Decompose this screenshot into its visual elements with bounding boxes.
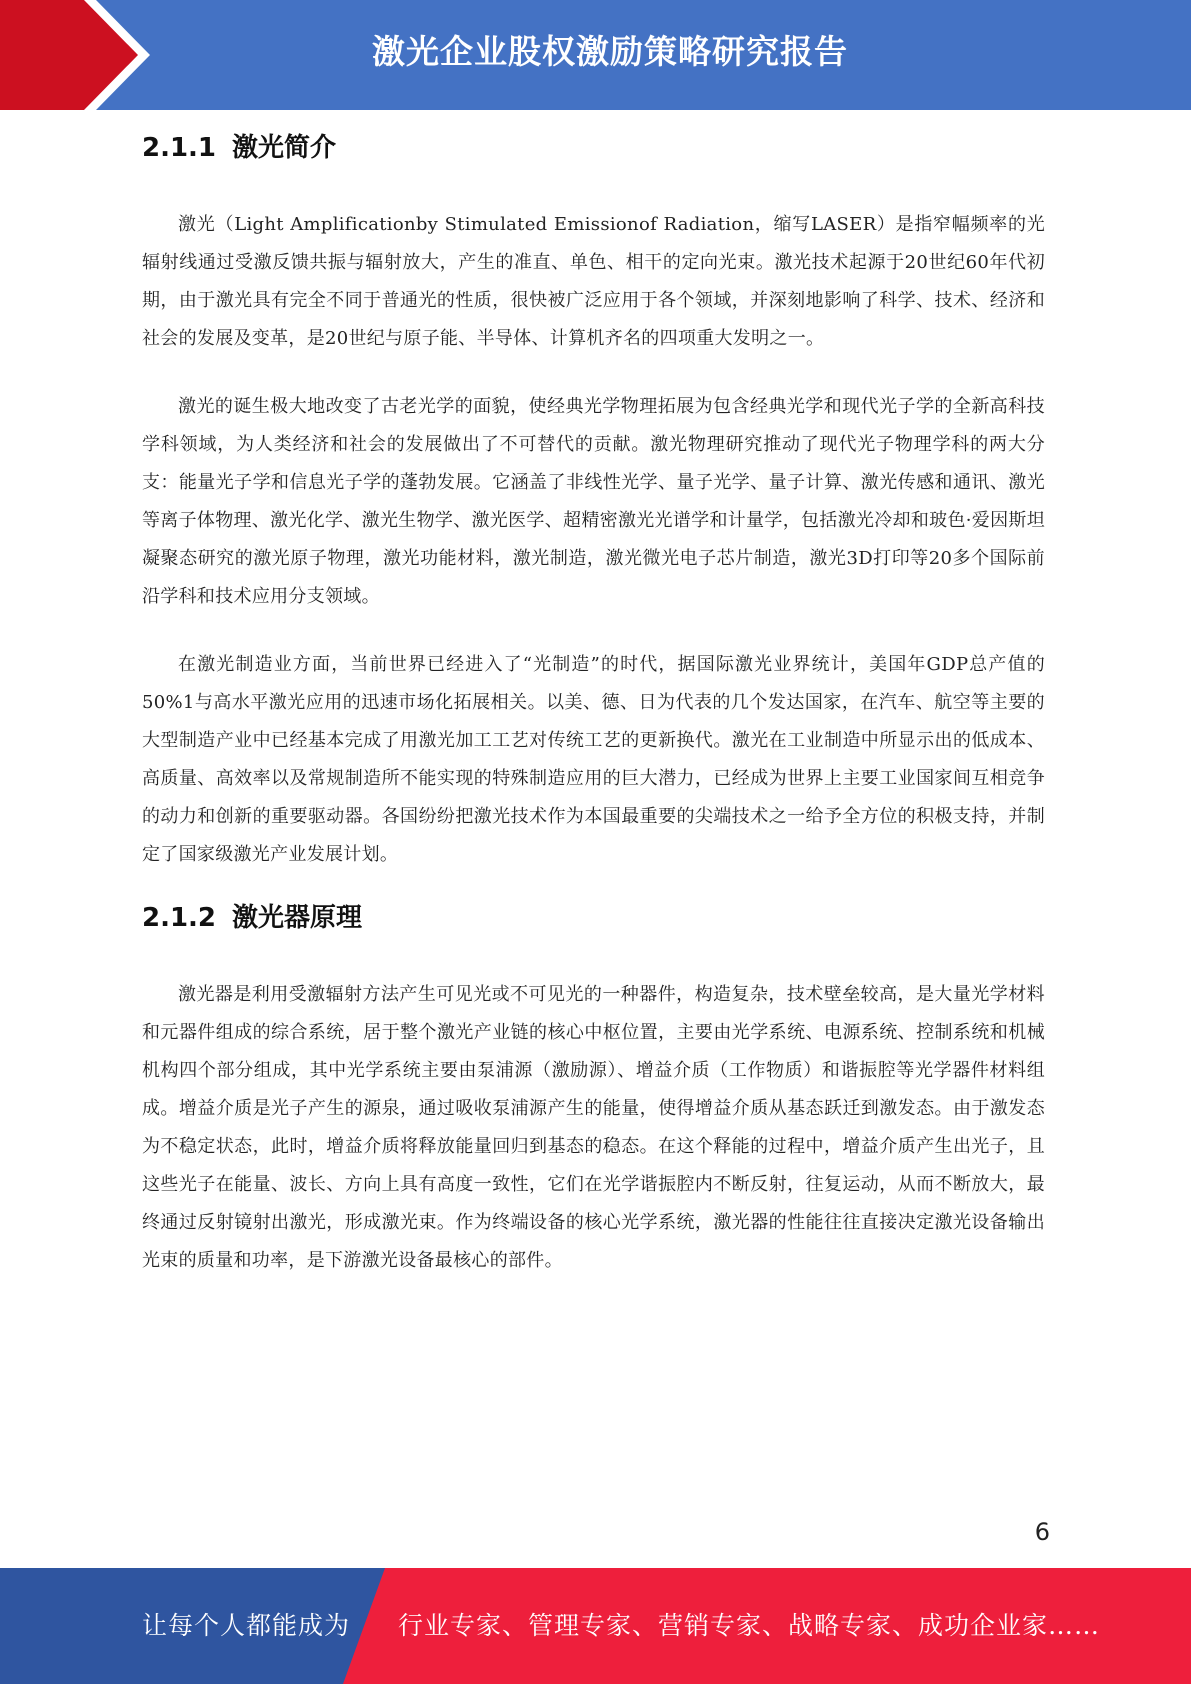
page-number: 6 — [1034, 1518, 1050, 1546]
document-body — [142, 128, 1045, 1280]
paragraph: 激光（Light Amplificationby Stimulated Emissionof Radiation，缩写LASER）是指窄幅频率的光辐射线通过受激反馈共振与辐射放大，产生的准直、单色、相干的定向光束。激光技术起源于20世纪60年代初期，由于激光具有完全不同于普通光的性质，很快被广泛应用于各个领域，并深刻地影响了科学、技术、经济和社会的发展及变革，是20世纪与原子能、半导体、计算机齐名的四项重大发明之一。 — [142, 214, 1045, 349]
paragraph: 在激光制造业方面，当前世界已经进入了“光制造”的时代，据国际激光业界统计，美国年GDP总产值的50%1与高水平激光应用的迅速市场化拓展相关。以美、德、日为代表的几个发达国家，在汽车、航空等主要的大型制造产业中已经基本完成了用激光加工工艺对传统工艺的更新换代。激光在工业制造中所显示出的低成本、高质量、高效率以及常规制造所不能实现的特殊制造应用的巨大潜力，已经成为世界上主要工业国家间互相竞争的动力和创新的重要驱动器。各国纷纷把激光技术作为本国最重要的尖端技术之一给予全方位的积极支持，并制定了国家级激光产业发展计划。 — [142, 654, 1045, 865]
section-heading-2-1-2 — [142, 898, 1045, 938]
footer-banner — [0, 1568, 1191, 1684]
paragraph: 激光器是利用受激辐射方法产生可见光或不可见光的一种器件，构造复杂，技术壁垒较高，是大量光学材料和元器件组成的综合系统，居于整个激光产业链的核心中枢位置，主要由光学系统、电源系统、控制系统和机械机构四个部分组成，其中光学系统主要由泵浦源（激励源）、增益介质（工作物质）和谐振腔等光学器件材料组成。增益介质是光子产生的源泉，通过吸收泵浦源产生的能量，使得增益介质从基态跃迁到激发态。由于激发态为不稳定状态，此时，增益介质将释放能量回归到基态的稳态。在这个释能的过程中，增益介质产生出光子，且这些光子在能量、波长、方向上具有高度一致性，它们在光学谐振腔内不断反射，往复运动，从而不断放大，最终通过反射镜射出激光，形成激光束。作为终端设备的核心光学系统，激光器的性能往往直接决定激光设备输出光束的质量和功率，是下游激光设备最核心的部件。 — [142, 984, 1045, 1271]
paragraph: 激光的诞生极大地改变了古老光学的面貌，使经典光学物理拓展为包含经典光学和现代光子学的全新高科技学科领域，为人类经济和社会的发展做出了不可替代的贡献。激光物理研究推动了现代光子物理学科的两大分支：能量光子学和信息光子学的蓬勃发展。它涵盖了非线性光学、量子光学、量子计算、激光传感和通讯、激光等离子体物理、激光化学、激光生物学、激光医学、超精密激光光谱学和计量学，包括激光冷却和玻色·爱因斯坦凝聚态研究的激光原子物理，激光功能材料，激光制造，激光微光电子芯片制造，激光3D打印等20多个国际前沿学科和技术应用分支领域。 — [142, 396, 1045, 607]
footer-slogan-right: 行业专家、管理专家、营销专家、战略专家、成功企业家…… — [398, 1611, 1101, 1640]
section-heading-2-1-1 — [142, 128, 1045, 168]
section-title: 激光简介 — [232, 133, 337, 163]
footer-slogan-left: 让每个人都能成为 — [142, 1611, 351, 1640]
report-title: 激光企业股权激励策略研究报告 — [372, 32, 848, 71]
header-banner — [0, 0, 1191, 110]
section-title: 激光器原理 — [232, 903, 363, 933]
section-number: 2.1.2 — [142, 903, 217, 933]
section-number: 2.1.1 — [142, 133, 217, 163]
